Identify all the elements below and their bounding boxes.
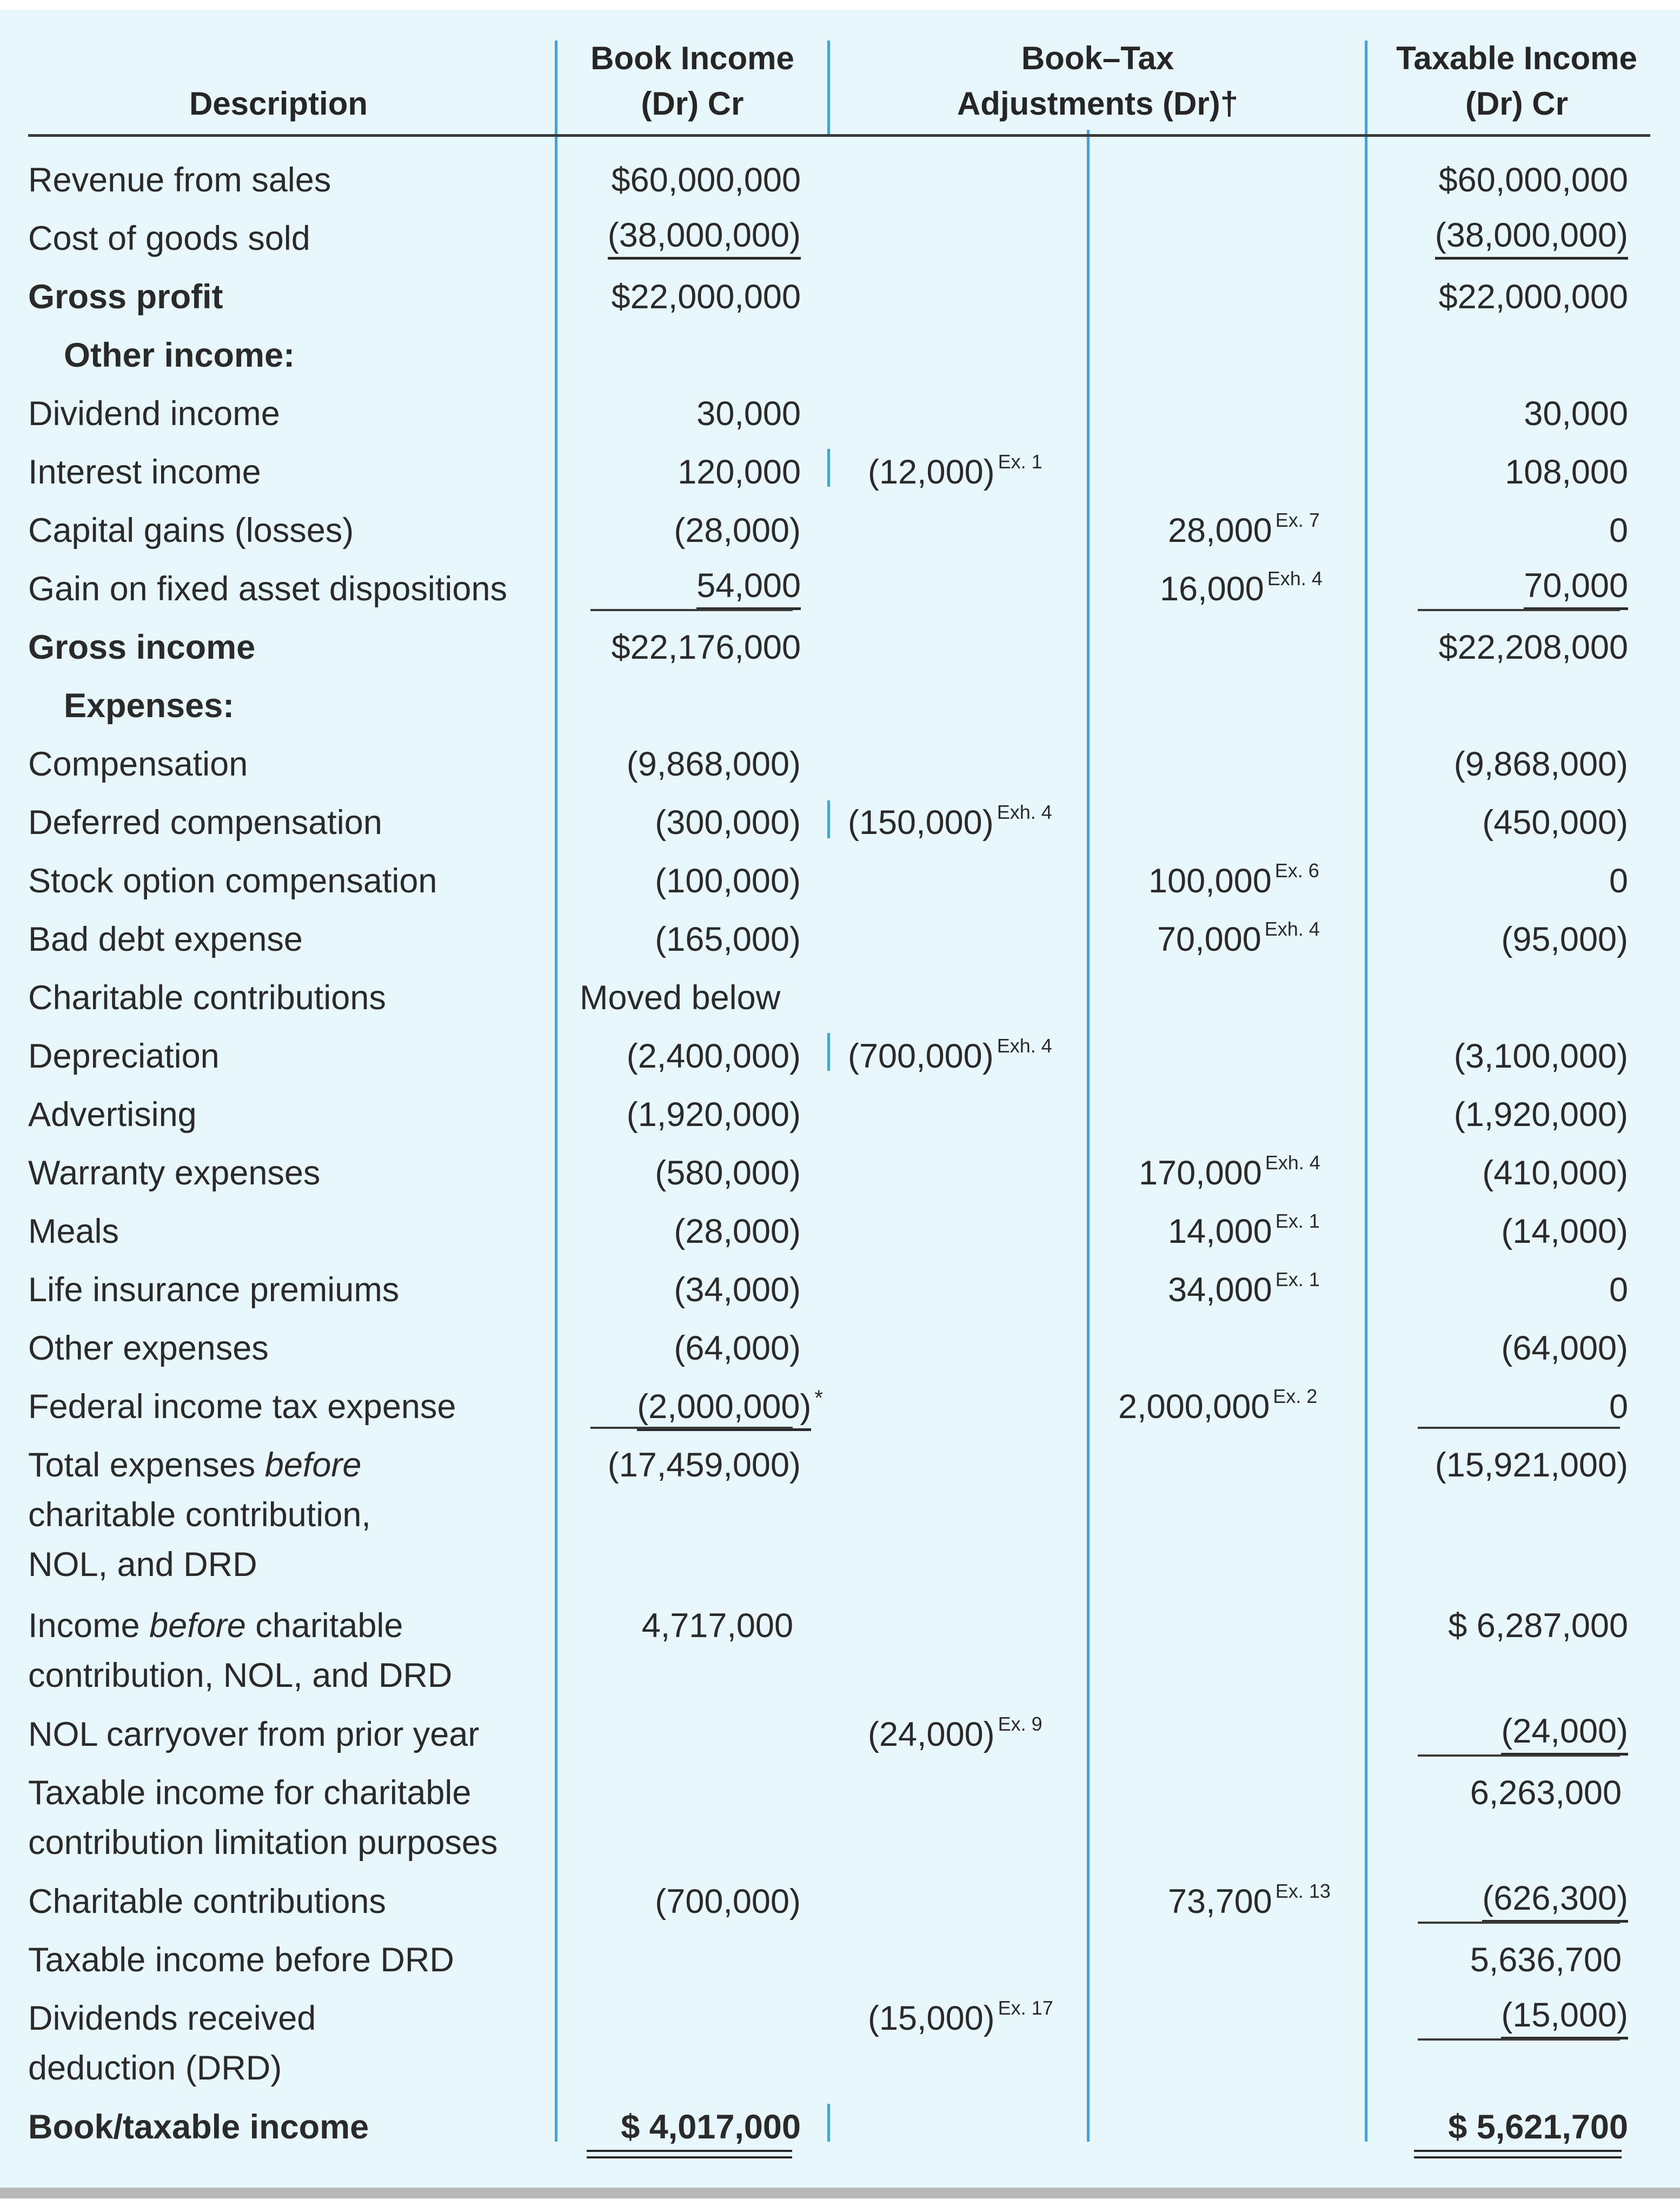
row-description: Interest income — [28, 453, 261, 491]
book-value: (38,000,000) — [608, 214, 801, 260]
subtotal-rule — [590, 609, 793, 611]
row-description: Gain on fixed asset dispositions — [28, 570, 507, 608]
adjustment-debit — [868, 1710, 1042, 1764]
tax-value: 5,636,700 — [1470, 1941, 1622, 1979]
bottom-white-strip — [0, 2198, 1680, 2212]
book-total: $ 4,017,000 — [621, 2108, 801, 2146]
row-description: Meals — [28, 1213, 119, 1250]
row-description: Deferred compensation — [28, 804, 382, 842]
row-description: Advertising — [28, 1096, 197, 1134]
tax-value: (38,000,000) — [1435, 214, 1628, 260]
adjustments-center-divider — [1087, 130, 1090, 2142]
adjustment-amount: 70,000 — [1157, 920, 1261, 958]
subtotal-rule — [1418, 1922, 1620, 1924]
tax-value: (95,000) — [1501, 920, 1628, 958]
tax-value: $22,000,000 — [1438, 278, 1628, 316]
subtotal-rule — [1418, 2038, 1620, 2041]
desc-emphasis: before — [149, 1607, 246, 1645]
adjustment-amount: 16,000 — [1160, 570, 1264, 608]
adjustment-amount: (12,000) — [868, 453, 995, 491]
row-description: Taxable income for charitable — [28, 1774, 472, 1812]
section-heading: Expenses: — [64, 687, 235, 725]
double-rule-bottom — [1414, 2156, 1622, 2158]
adjustment-credit — [1118, 1382, 1317, 1436]
adjustment-debit — [868, 447, 1042, 502]
book-value: (64,000) — [674, 1329, 801, 1367]
exhibit-reference: Ex. 1 — [1275, 1210, 1320, 1232]
adjustment-amount: (700,000) — [848, 1037, 994, 1075]
row-description-line2: contribution, NOL, and DRD — [28, 1657, 453, 1694]
double-rule-top — [1414, 2150, 1622, 2152]
exhibit-reference: Exh. 4 — [1264, 918, 1320, 940]
adjustment-credit — [1168, 1265, 1320, 1320]
row-description: Gross income — [28, 628, 256, 666]
adjustment-credit — [1139, 1148, 1320, 1203]
exhibit-reference: Ex. 6 — [1274, 859, 1319, 882]
exhibit-reference: Ex. 9 — [998, 1713, 1042, 1735]
book-value: (28,000) — [674, 512, 801, 549]
tax-value: $ 6,287,000 — [1448, 1607, 1628, 1645]
adjustment-debit — [848, 798, 1052, 852]
exhibit-reference: Ex. 1 — [998, 451, 1042, 473]
subtotal-rule — [590, 1427, 793, 1429]
book-value: (2,000,000) — [637, 1385, 811, 1431]
adjustment-amount: 100,000 — [1148, 862, 1272, 900]
tax-value: 0 — [1609, 1388, 1628, 1426]
row-description: Book/taxable income — [28, 2108, 369, 2146]
double-rule-bottom — [587, 2156, 792, 2158]
exhibit-reference: Exh. 4 — [1267, 567, 1323, 590]
exhibit-reference: Ex. 1 — [1275, 1268, 1320, 1290]
subtotal-rule — [1418, 609, 1620, 611]
adjustment-credit — [1157, 915, 1320, 969]
adjustment-debit — [868, 1994, 1053, 2048]
desc-part: Income — [28, 1607, 150, 1645]
row-description: Revenue from sales — [28, 161, 331, 199]
tax-total: $ 5,621,700 — [1448, 2108, 1628, 2146]
header-book-line2: (Dr) Cr — [641, 85, 744, 122]
header-book-line1: Book Income — [590, 40, 794, 76]
row-description: NOL carryover from prior year — [28, 1716, 480, 1753]
header-adj-line1: Book–Tax — [1021, 40, 1174, 76]
row-description: Compensation — [28, 745, 248, 783]
book-value: 54,000 — [696, 564, 801, 610]
section-heading: Other income: — [64, 336, 295, 374]
bottom-gray-bar — [0, 2188, 1680, 2198]
row-description: Cost of goods sold — [28, 220, 310, 257]
adjustment-amount: 28,000 — [1168, 512, 1272, 549]
exhibit-reference: Ex. 17 — [998, 1997, 1053, 2019]
book-value: (34,000) — [674, 1271, 801, 1309]
book-value: 30,000 — [696, 395, 801, 433]
tax-value: $60,000,000 — [1438, 161, 1628, 199]
row-description: Dividend income — [28, 395, 280, 433]
book-note: Moved below — [580, 979, 781, 1017]
adjustment-credit — [1168, 1877, 1331, 1931]
header-rule — [28, 134, 1650, 137]
row-description: Taxable income before DRD — [28, 1941, 454, 1979]
tax-value: (1,920,000) — [1453, 1096, 1628, 1134]
row-description-line2: contribution limitation purposes — [28, 1824, 498, 1862]
book-value: (28,000) — [674, 1213, 801, 1250]
header-tax-line1: Taxable Income — [1396, 40, 1637, 76]
header-description: Description — [189, 85, 368, 122]
row-description: Gross profit — [28, 278, 223, 316]
row-description: Capital gains (losses) — [28, 512, 354, 549]
tax-value: (626,300) — [1482, 1877, 1628, 1923]
book-value: (300,000) — [655, 804, 801, 842]
exhibit-reference: Ex. 13 — [1275, 1880, 1331, 1902]
tax-value: 0 — [1609, 862, 1628, 900]
desc-emphasis: before — [264, 1446, 362, 1484]
exhibit-reference: Ex. 7 — [1275, 509, 1320, 531]
adjustment-amount: 170,000 — [1139, 1154, 1262, 1192]
tax-value: 0 — [1609, 512, 1628, 549]
book-value: (9,868,000) — [626, 745, 801, 783]
tax-value: (9,868,000) — [1453, 745, 1628, 783]
row-description: Life insurance premiums — [28, 1271, 400, 1309]
exhibit-reference: Ex. 2 — [1273, 1385, 1318, 1407]
adjustment-amount: 14,000 — [1168, 1213, 1272, 1250]
row-description: Dividends received — [28, 1999, 316, 2037]
row-description: Other expenses — [28, 1329, 269, 1367]
desc-part: Total expenses — [28, 1446, 265, 1484]
tax-value: (15,000) — [1501, 1994, 1628, 2039]
book-value: 4,717,000 — [641, 1607, 793, 1645]
row-description — [28, 1601, 536, 1651]
taxable-column-divider — [1365, 41, 1367, 2142]
book-value: (165,000) — [655, 920, 801, 958]
book-value: $22,176,000 — [611, 628, 801, 666]
row-description-line2: deduction (DRD) — [28, 2049, 282, 2087]
adj-divider-seg — [827, 449, 830, 487]
adjustment-credit — [1168, 506, 1320, 560]
tax-value: (410,000) — [1482, 1154, 1628, 1192]
adj-divider-seg — [827, 800, 830, 838]
adjustment-credit — [1160, 564, 1323, 619]
row-description: Federal income tax expense — [28, 1388, 456, 1426]
row-description: Depreciation — [28, 1037, 220, 1075]
tax-value: $22,208,000 — [1438, 628, 1628, 666]
book-value: (700,000) — [655, 1883, 801, 1920]
adjustment-amount: 73,700 — [1168, 1883, 1272, 1920]
desc-part: charitable — [245, 1607, 403, 1645]
tax-value: (450,000) — [1482, 804, 1628, 842]
adjustment-amount: 34,000 — [1168, 1271, 1272, 1309]
footnote-mark: * — [814, 1386, 823, 1410]
row-description-line2: charitable contribution, — [28, 1496, 371, 1534]
book-value: (2,400,000) — [626, 1037, 801, 1075]
adjustment-debit — [848, 1031, 1052, 1086]
row-description: Charitable contributions — [28, 979, 386, 1017]
tax-value: (64,000) — [1501, 1329, 1628, 1367]
tax-value: (15,921,000) — [1435, 1446, 1628, 1484]
adjustment-amount: (15,000) — [868, 1999, 995, 2037]
adjustment-credit — [1148, 856, 1319, 911]
tax-value: (3,100,000) — [1453, 1037, 1628, 1075]
row-description-line3: NOL, and DRD — [28, 1546, 257, 1584]
tax-value: (14,000) — [1501, 1213, 1628, 1250]
tax-value: 108,000 — [1505, 453, 1628, 491]
tax-value: 6,263,000 — [1470, 1774, 1622, 1812]
subtotal-rule — [1418, 1754, 1620, 1757]
header-tax-line2: (Dr) Cr — [1465, 85, 1568, 122]
double-rule-top — [587, 2150, 792, 2152]
row-description: Charitable contributions — [28, 1883, 386, 1920]
book-value: $22,000,000 — [611, 278, 801, 316]
subtotal-rule — [1418, 1427, 1620, 1429]
adjustments-left-divider — [827, 41, 830, 135]
header-adj-line2: Adjustments (Dr)† — [957, 85, 1239, 122]
book-value: (580,000) — [655, 1154, 801, 1192]
book-value: 120,000 — [678, 453, 801, 491]
row-description: Warranty expenses — [28, 1154, 321, 1192]
tax-value: 30,000 — [1524, 395, 1628, 433]
tax-value: 0 — [1609, 1271, 1628, 1309]
adj-divider-seg — [827, 2104, 830, 2142]
row-description: Bad debt expense — [28, 920, 303, 958]
adjustment-amount: (24,000) — [868, 1716, 995, 1753]
exhibit-reference: Exh. 4 — [997, 1035, 1052, 1057]
row-description: Stock option compensation — [28, 862, 437, 900]
book-value: (17,459,000) — [607, 1446, 801, 1484]
adjustment-credit — [1168, 1207, 1320, 1261]
adjustment-amount: (150,000) — [848, 804, 994, 842]
exhibit-reference: Exh. 4 — [997, 801, 1052, 823]
adjustment-amount: 2,000,000 — [1118, 1388, 1270, 1426]
book-value: $60,000,000 — [611, 161, 801, 199]
row-description — [28, 1440, 536, 1490]
adj-divider-seg — [827, 1033, 830, 1071]
book-value: (1,920,000) — [626, 1096, 801, 1134]
book-value: (100,000) — [655, 862, 801, 900]
exhibit-reference: Exh. 4 — [1265, 1151, 1320, 1174]
tax-value: (24,000) — [1501, 1710, 1628, 1756]
tax-value: 70,000 — [1524, 564, 1628, 610]
